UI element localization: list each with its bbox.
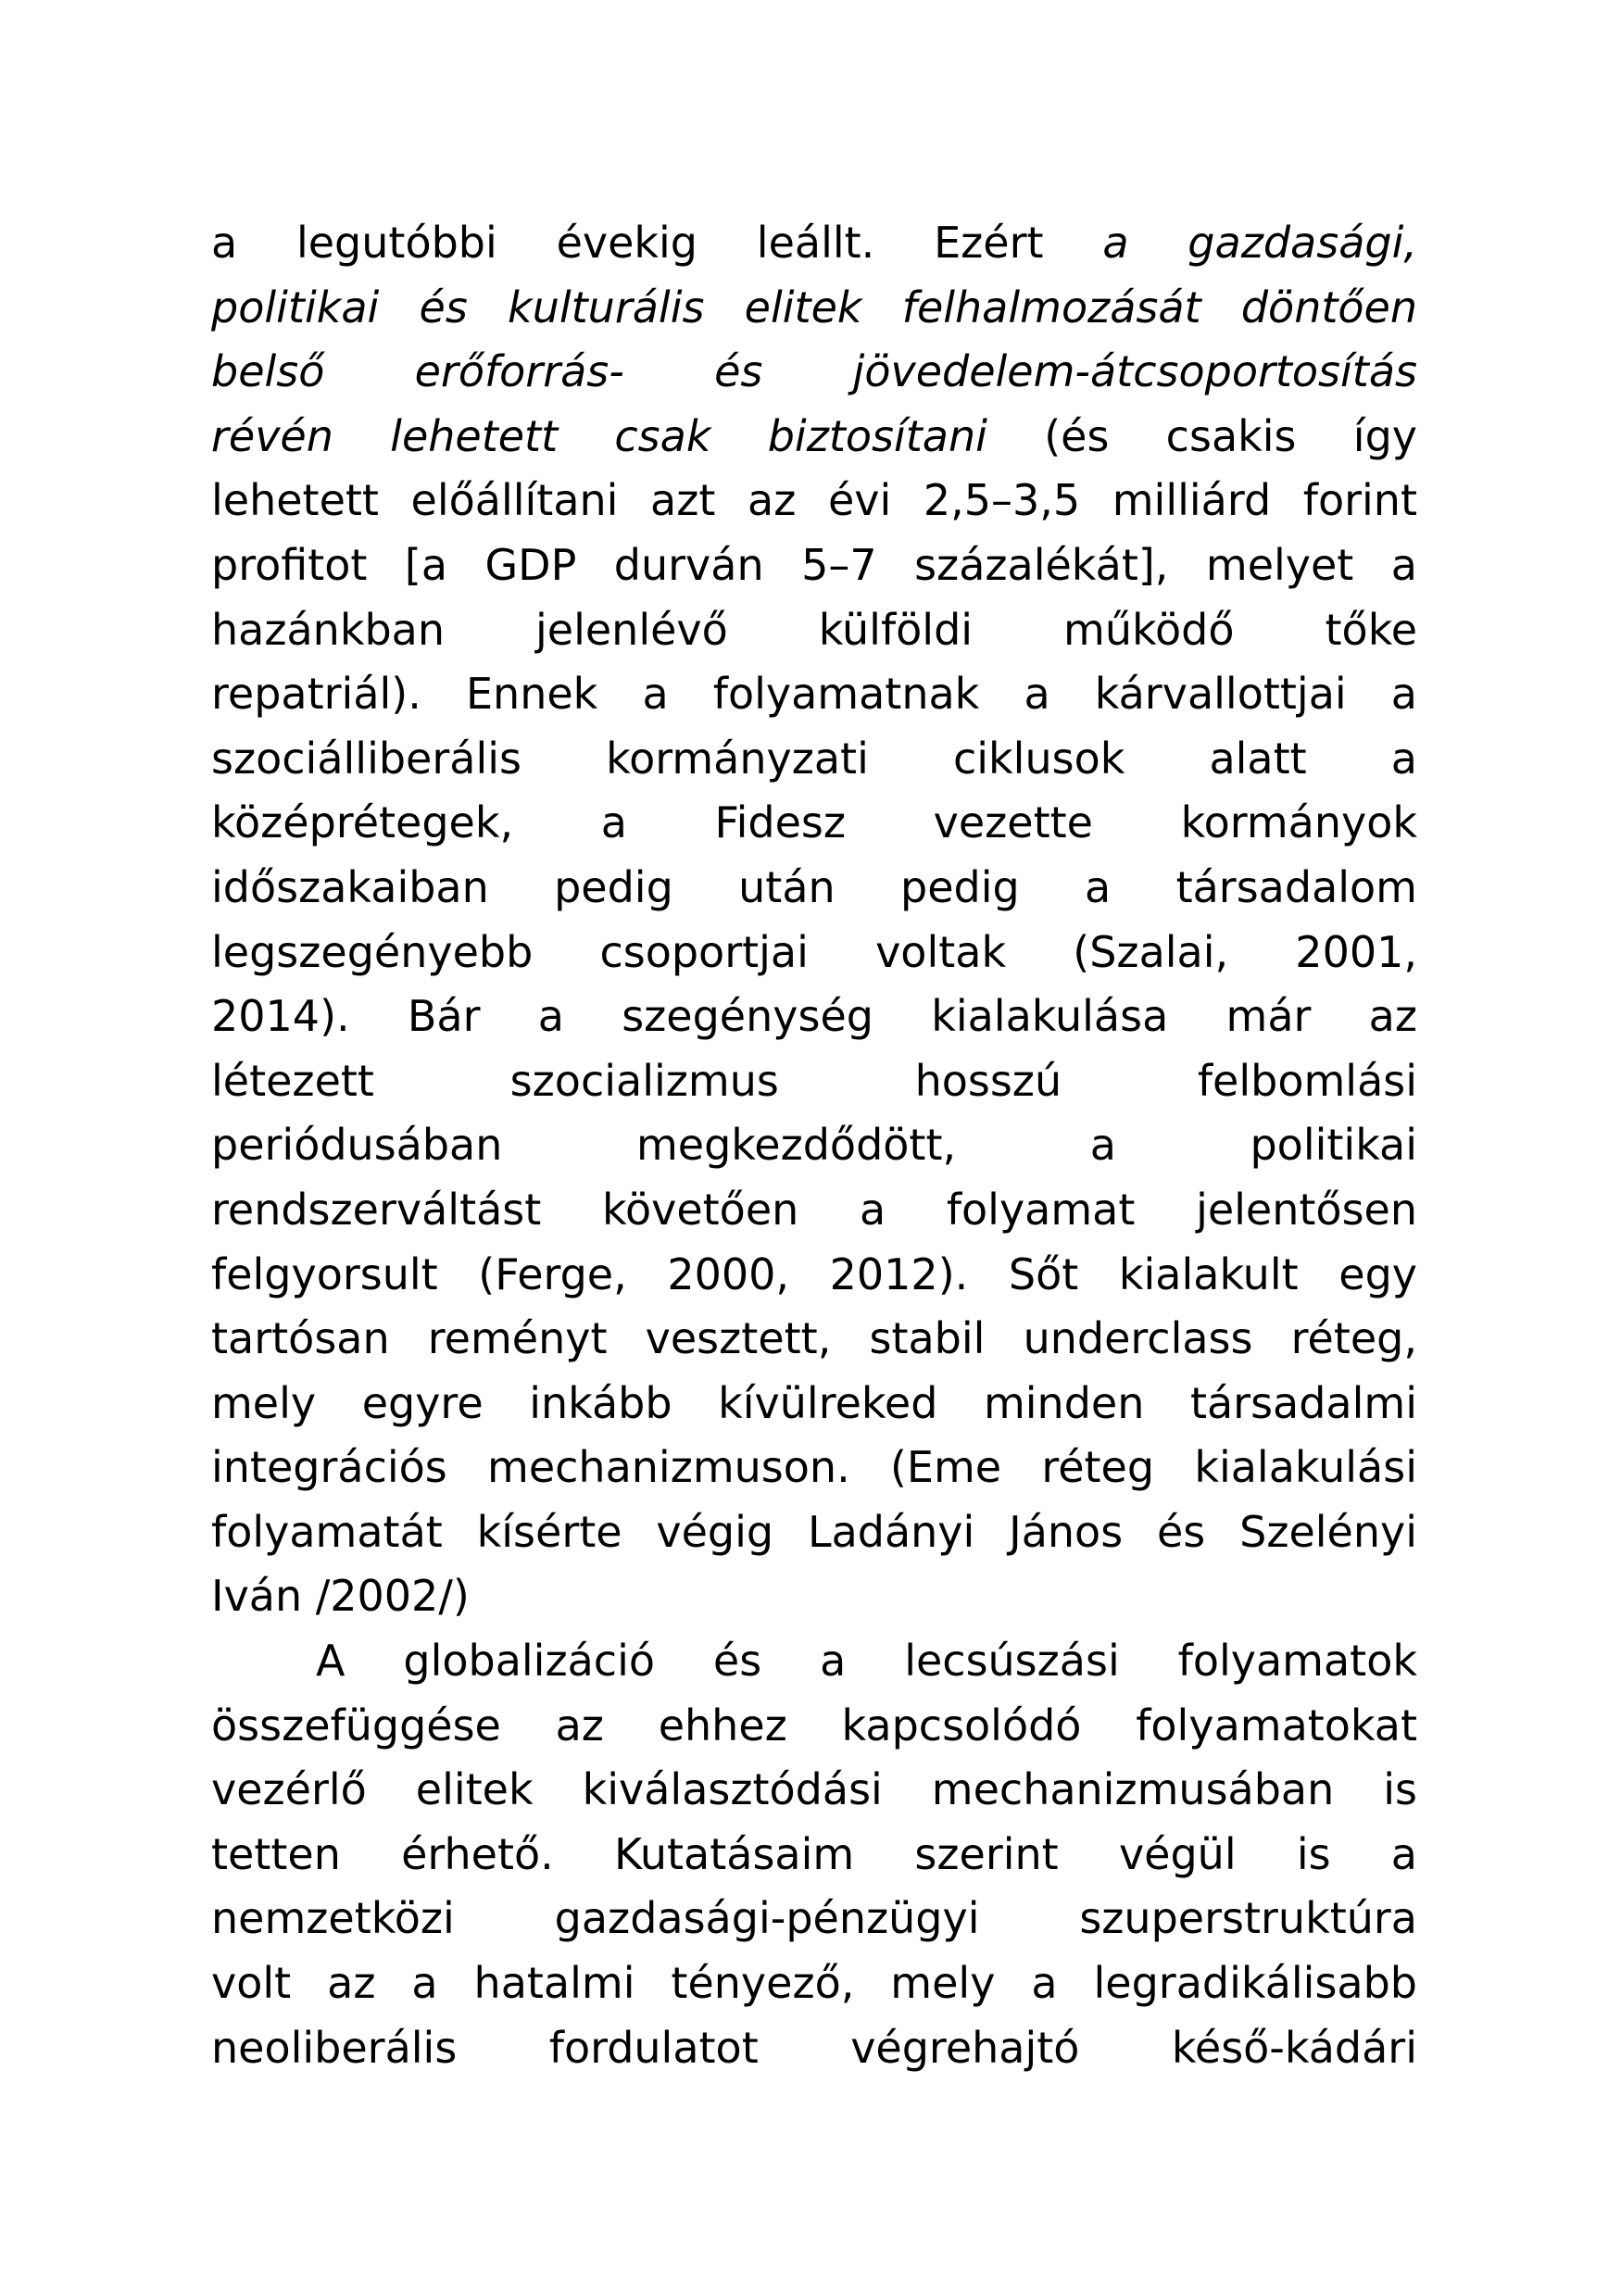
text-line (211, 727, 1417, 792)
text-line (211, 1500, 1417, 1565)
text-segment: periódusában megkezdődött, a politikai (211, 1120, 1417, 1171)
text-line (211, 1113, 1417, 1178)
paragraph (211, 1629, 1417, 2080)
italic-text-segment: révén lehetett csak biztosítani (211, 410, 987, 461)
text-segment: volt az a hatalmi tényező, mely a legradikálisabb (211, 1958, 1417, 2009)
text-line (211, 1629, 1417, 1694)
text-line (211, 469, 1417, 533)
italic-text-segment: a gazdasági, (1102, 218, 1417, 268)
text-line (211, 211, 1417, 276)
text-segment: létezett szocializmus hosszú felbomlási (211, 1055, 1417, 1106)
text-line (211, 405, 1417, 470)
text-segment: A globalizáció és a lecsúszási folyamatok (316, 1636, 1417, 1687)
text-line (211, 1307, 1417, 1372)
text-segment: 2014). Bár a szegénység kialakulása már az (211, 991, 1417, 1042)
text-segment: mely egyre inkább kívülreked minden társadalmi (211, 1377, 1417, 1428)
text-line (211, 985, 1417, 1049)
text-segment: integrációs mechanizmuson. (Eme réteg kialakulási (211, 1442, 1417, 1493)
text-segment: profitot [a GDP durván 5–7 százalékát], melyet a (211, 539, 1417, 590)
text-segment: nemzetközi gazdasági-pénzügyi szuperstruktúra (211, 1893, 1417, 1944)
text-segment: (és csakis így (986, 410, 1417, 461)
text-segment: szociálliberális kormányzati ciklusok alatt a (211, 733, 1417, 784)
text-segment: lehetett előállítani azt az évi 2,5–3,5 milliárd forint (211, 475, 1417, 526)
text-line (211, 340, 1417, 405)
italic-text-segment: belső erőforrás- és jövedelem-átcsoportosítás (211, 346, 1417, 397)
paragraph (211, 211, 1417, 1629)
text-line (211, 276, 1417, 341)
text-line (211, 1694, 1417, 1759)
text-segment: Iván /2002/) (211, 1571, 470, 1622)
text-line (211, 1178, 1417, 1243)
text-line (211, 1243, 1417, 1308)
body-text (211, 211, 1417, 2080)
text-line (211, 1951, 1417, 2016)
text-segment: folyamatát kísérte végig Ladányi János és Szelényi (211, 1506, 1417, 1557)
text-line (211, 791, 1417, 856)
text-segment: a legutóbbi évekig leállt. Ezért (211, 218, 1103, 268)
text-segment: felgyorsult (Ferge, 2000, 2012). Sőt kialakult egy (211, 1248, 1417, 1299)
text-line (211, 662, 1417, 727)
text-line (211, 533, 1417, 598)
text-segment: neoliberális fordulatot végrehajtó késő-kádári (211, 2022, 1417, 2073)
text-line (211, 921, 1417, 985)
text-line (211, 1887, 1417, 1951)
text-segment: időszakaiban pedig után pedig a társadalom (211, 861, 1417, 912)
text-line (211, 2016, 1417, 2081)
text-segment: vezérlő elitek kiválasztódási mechanizmusában is (211, 1764, 1417, 1815)
text-line (211, 1823, 1417, 1888)
text-line (211, 1758, 1417, 1823)
text-line (211, 1436, 1417, 1500)
text-line (211, 598, 1417, 663)
text-line (211, 1049, 1417, 1114)
italic-text-segment: politikai és kulturális elitek felhalmozását döntően (211, 282, 1417, 332)
text-line (211, 1372, 1417, 1437)
text-segment: középrétegek, a Fidesz vezette kormányok (211, 797, 1417, 848)
text-line (211, 856, 1417, 921)
text-line (211, 1564, 1417, 1629)
text-segment: tartósan reményt vesztett, stabil underclass réteg, (211, 1313, 1417, 1364)
text-segment: rendszerváltást követően a folyamat jelentősen (211, 1184, 1417, 1235)
text-segment: hazánkban jelenlévő külföldi működő tőke (211, 604, 1417, 655)
text-segment: tetten érhető. Kutatásaim szerint végül is a (211, 1828, 1417, 1879)
text-segment: összefüggése az ehhez kapcsolódó folyamatokat (211, 1700, 1417, 1750)
text-segment: repatriál). Ennek a folyamatnak a kárvallottjai a (211, 669, 1417, 720)
text-segment: legszegényebb csoportjai voltak (Szalai, 2001, (211, 926, 1417, 977)
